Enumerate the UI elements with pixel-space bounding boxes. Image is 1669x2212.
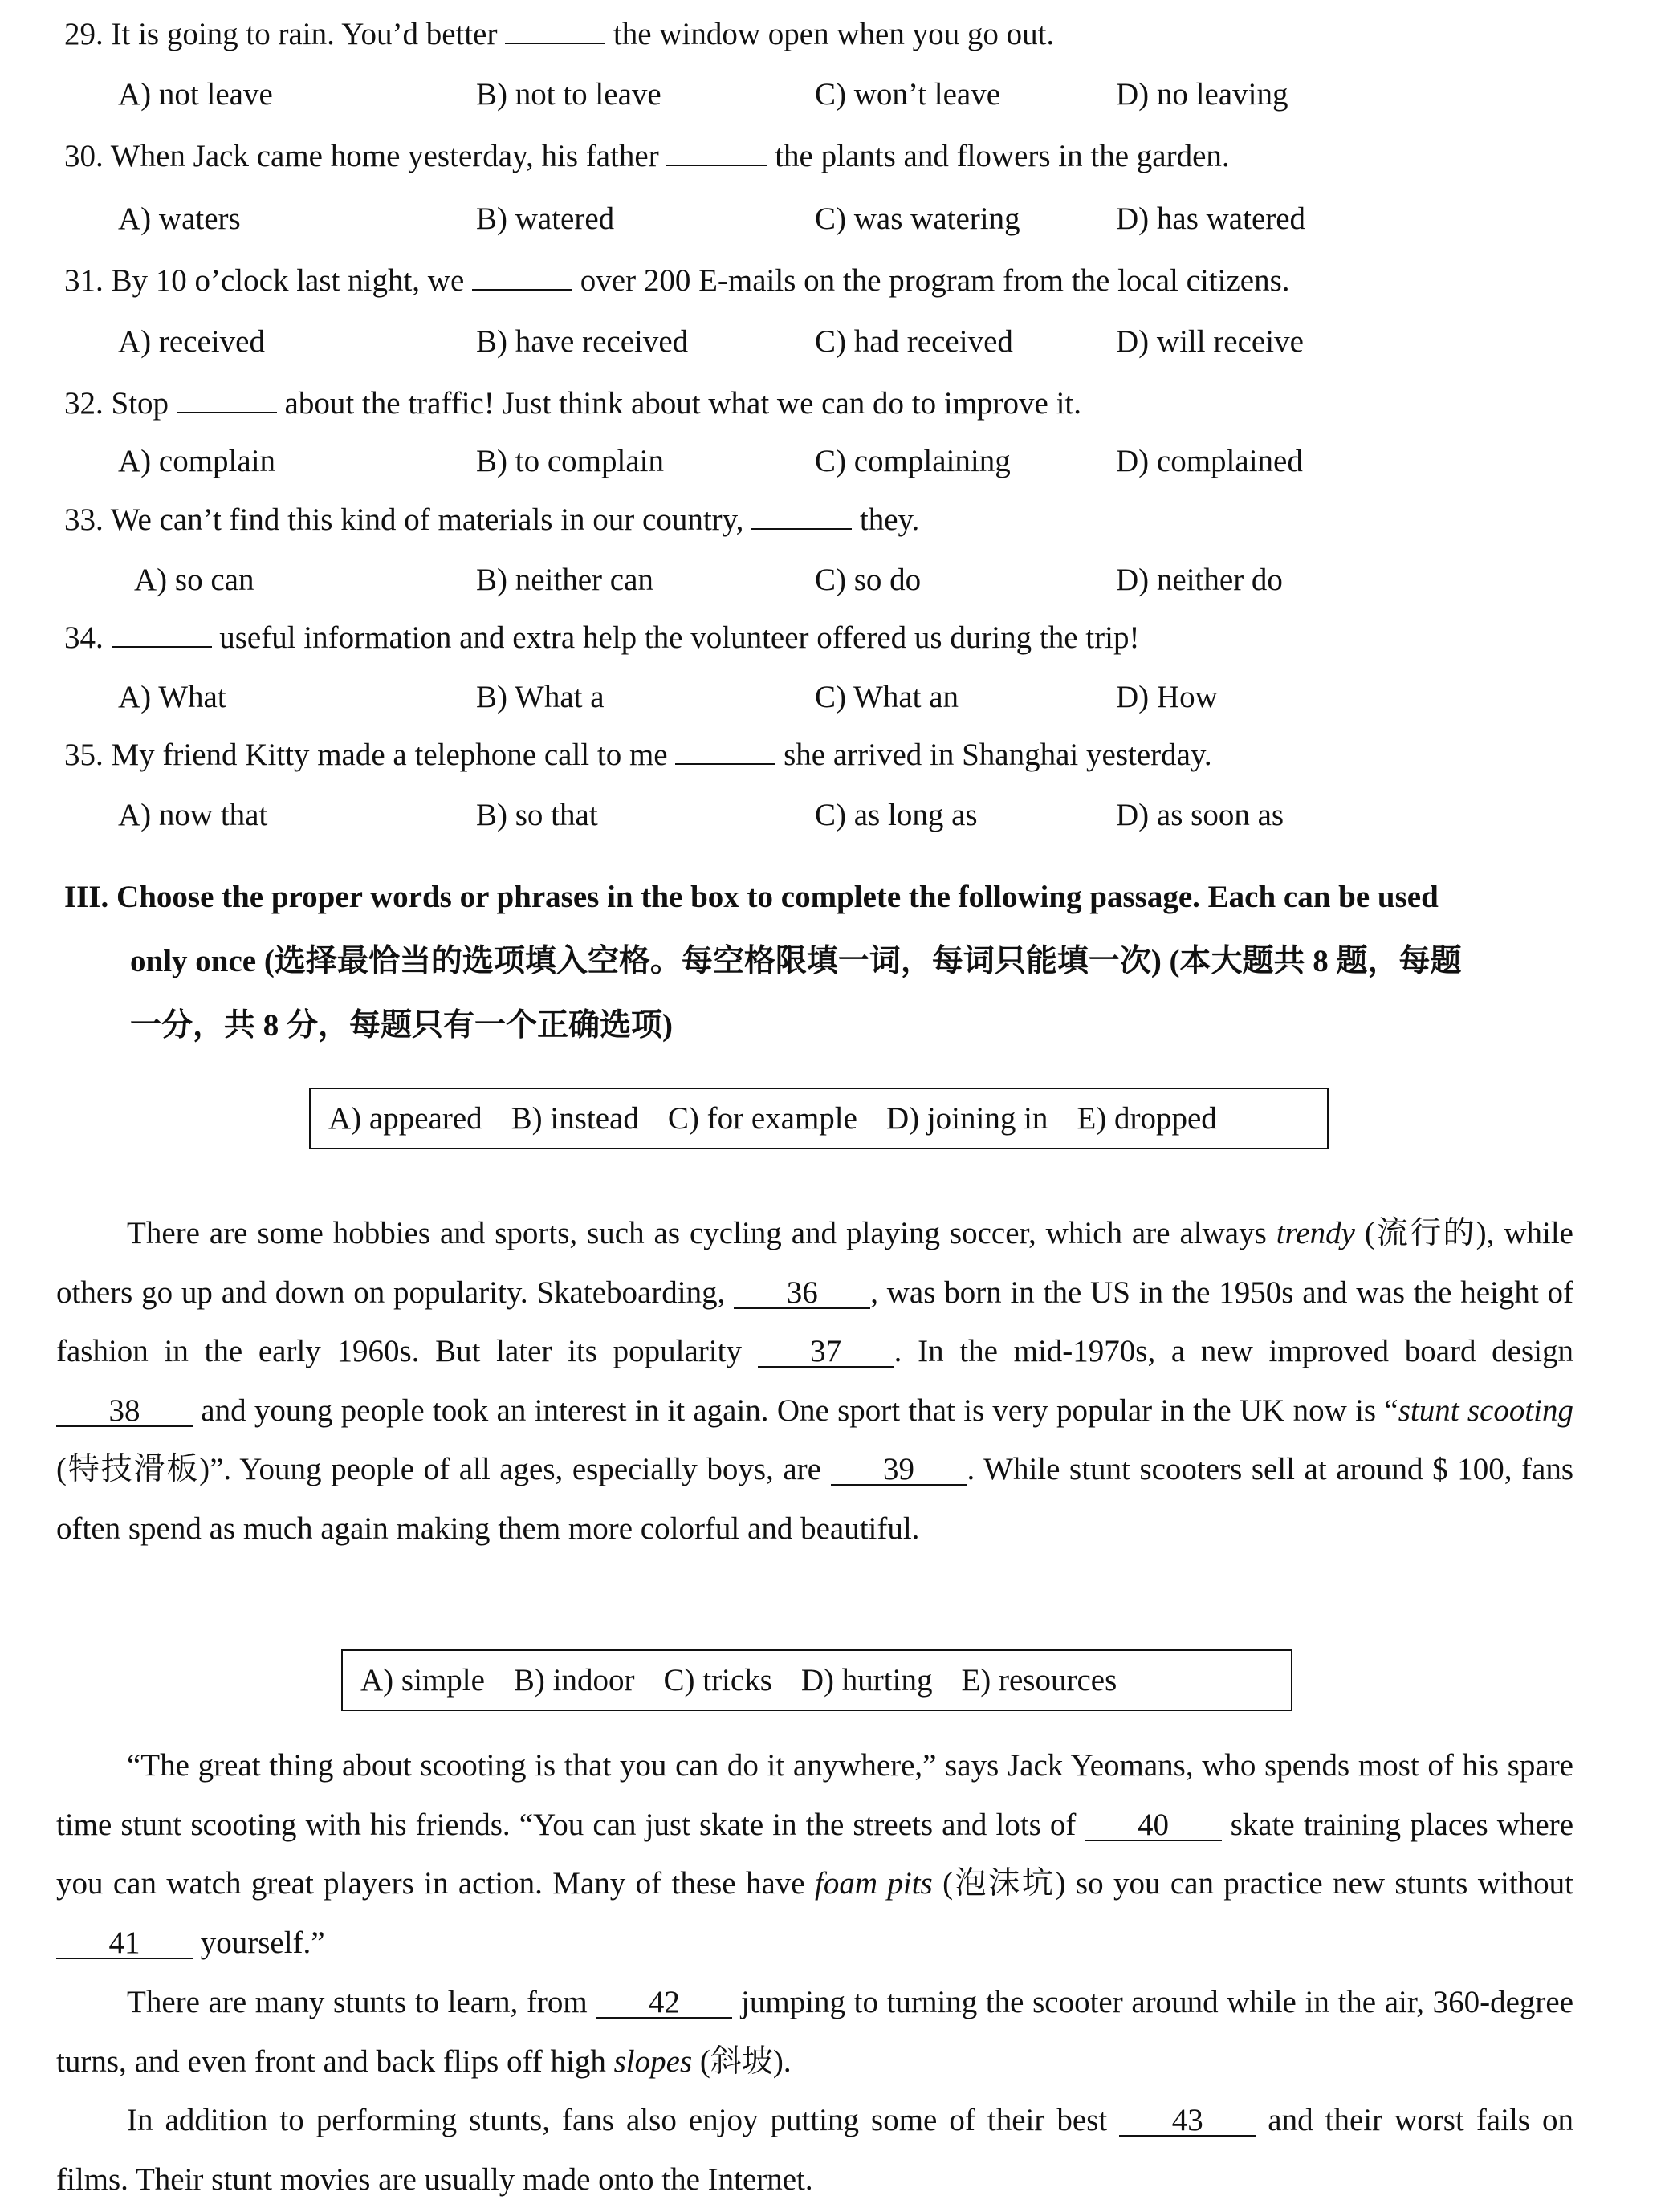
passage-text: skate training places where you can watch great players in action. Many of these have <box>56 1807 1574 1901</box>
option-a[interactable]: A) now that <box>118 798 268 832</box>
option-d[interactable]: D) will receive <box>1116 324 1304 359</box>
question-29 <box>64 16 1054 52</box>
question-33 <box>64 502 919 538</box>
word-box-2 <box>341 1649 1292 1711</box>
option-b[interactable]: B) have received <box>476 324 689 359</box>
option-d[interactable]: D) has watered <box>1116 201 1306 236</box>
blank-40[interactable]: 40 <box>1085 1811 1222 1841</box>
question-stem: she arrived in Shanghai yesterday. <box>784 738 1212 772</box>
passage-text: “The great thing about scooting is that you can do it anywhere,” says Jack Yeomans, who spends most of his spare time stunt scooting with his friends. “You can just skate in the streets and lots of <box>56 1748 1573 1842</box>
answer-blank[interactable] <box>112 622 212 648</box>
blank-43[interactable]: 43 <box>1119 2106 1256 2137</box>
question-30 <box>64 138 1230 174</box>
answer-blank[interactable] <box>675 739 775 765</box>
passage-paragraph-3 <box>56 1973 1573 2091</box>
passage-text: yourself.” <box>200 1925 325 1960</box>
passage-text: (流行的), while others go up and down on popularity. Skateboarding, <box>56 1216 1573 1310</box>
blank-39[interactable]: 39 <box>831 1455 967 1486</box>
option-b[interactable]: B) What a <box>476 680 605 714</box>
question-number: 33. <box>64 502 104 537</box>
passage-text: (特技滑板)”. Young people of all ages, especially boys, are <box>56 1452 821 1486</box>
option-a[interactable]: A) waters <box>118 201 241 236</box>
option-b[interactable]: B) to complain <box>476 444 664 478</box>
blank-41[interactable]: 41 <box>56 1929 193 1959</box>
option-d[interactable]: D) complained <box>1116 444 1303 478</box>
option-c[interactable]: C) won’t leave <box>815 77 1001 112</box>
section-3-line-3: 一分，共 8 分，每题只有一个正确选项) <box>130 1008 673 1043</box>
passage-text: In addition to performing stunts, fans also enjoy putting some of their best <box>127 2103 1108 2137</box>
box-option: E) resources <box>961 1663 1117 1698</box>
answer-blank[interactable] <box>666 140 767 166</box>
option-d[interactable]: D) How <box>1116 680 1218 714</box>
passage-italic: slopes <box>613 2043 693 2079</box>
passage-italic: trendy <box>1276 1216 1355 1250</box>
section-3-instructions <box>64 865 1581 1058</box>
question-stem: It is going to rain. You’d better <box>111 17 498 51</box>
passage-italic: foam pits <box>814 1866 933 1901</box>
passage-italic: stunt scooting <box>1398 1393 1573 1428</box>
option-b[interactable]: B) watered <box>476 201 615 236</box>
option-b[interactable]: B) not to leave <box>476 77 661 112</box>
passage-text: There are some hobbies and sports, such as cycling and playing soccer, which are always <box>127 1216 1267 1250</box>
question-stem: they. <box>859 502 920 537</box>
passage-text: and young people took an interest in it again. One sport that is very popular in the UK now is “ <box>201 1393 1398 1428</box>
question-number: 34. <box>64 620 104 655</box>
option-b[interactable]: B) so that <box>476 798 598 832</box>
passage-text: . In the mid-1970s, a new improved board design <box>894 1334 1574 1368</box>
passage-paragraph-2 <box>56 1736 1573 1972</box>
question-34 <box>64 620 1139 656</box>
option-b[interactable]: B) neither can <box>476 563 653 597</box>
option-c[interactable]: C) was watering <box>815 201 1020 236</box>
option-a[interactable]: A) so can <box>134 563 254 597</box>
option-a[interactable]: A) not leave <box>118 77 273 112</box>
box-option: B) indoor <box>513 1663 635 1698</box>
question-32 <box>64 385 1081 421</box>
section-3-line-1: III. Choose the proper words or phrases in the box to complete the following passage. Each can be used <box>64 880 1439 914</box>
passage-text: (泡沫坑) so you can practice new stunts without <box>942 1866 1573 1901</box>
box-option: B) instead <box>511 1101 639 1136</box>
option-c[interactable]: C) What an <box>815 680 959 714</box>
option-d[interactable]: D) neither do <box>1116 563 1283 597</box>
option-a[interactable]: A) received <box>118 324 265 359</box>
question-stem: Stop <box>111 386 169 421</box>
option-c[interactable]: C) so do <box>815 563 922 597</box>
box-option: C) for example <box>667 1101 857 1136</box>
box-option: E) dropped <box>1077 1101 1217 1136</box>
box-option: D) joining in <box>885 1101 1048 1136</box>
box-option: A) appeared <box>328 1101 482 1136</box>
word-box-1 <box>309 1088 1329 1149</box>
passage-text: and their worst fails on films. Their stunt movies are usually made onto the Internet. <box>56 2103 1573 2197</box>
question-stem: By 10 o’clock last night, we <box>111 263 465 298</box>
answer-blank[interactable] <box>751 504 852 530</box>
box-option: C) tricks <box>663 1663 772 1698</box>
question-number: 30. <box>64 139 104 173</box>
question-stem: We can’t find this kind of materials in our country, <box>110 502 744 537</box>
question-stem: the window open when you go out. <box>613 17 1055 51</box>
answer-blank[interactable] <box>177 388 277 413</box>
option-a[interactable]: A) complain <box>118 444 276 478</box>
passage-paragraph-1 <box>56 1204 1573 1558</box>
question-number: 31. <box>64 263 104 298</box>
box-option: A) simple <box>360 1663 485 1698</box>
passage-text: . While stunt scooters sell at around $ 100, fans often spend as much again making them more colorful and beautiful. <box>56 1452 1574 1546</box>
passage-text: jumping to turning the scooter around while in the air, 360-degree turns, and even front and back flips off high <box>56 1985 1574 2079</box>
passage-text: , was born in the US in the 1950s and was the height of fashion in the early 1960s. But later its popularity <box>56 1275 1573 1368</box>
question-stem: over 200 E-mails on the program from the local citizens. <box>580 263 1290 298</box>
option-c[interactable]: C) as long as <box>815 798 978 832</box>
option-a[interactable]: A) What <box>118 680 226 714</box>
question-number: 35. <box>64 738 104 772</box>
question-stem: the plants and flowers in the garden. <box>775 139 1230 173</box>
question-number: 32. <box>64 386 104 421</box>
passage-text: (斜坡). <box>699 2043 792 2079</box>
box-option: D) hurting <box>800 1663 933 1698</box>
blank-42[interactable]: 42 <box>596 1988 732 2019</box>
passage-text: There are many stunts to learn, from <box>127 1985 588 2019</box>
blank-37[interactable]: 37 <box>758 1337 894 1368</box>
option-c[interactable]: C) complaining <box>815 444 1011 478</box>
question-31 <box>64 262 1290 299</box>
option-d[interactable]: D) no leaving <box>1116 77 1288 112</box>
blank-36[interactable]: 36 <box>734 1279 870 1309</box>
option-c[interactable]: C) had received <box>815 324 1013 359</box>
question-35 <box>64 737 1212 773</box>
question-stem: My friend Kitty made a telephone call to me <box>111 738 668 772</box>
blank-38[interactable]: 38 <box>56 1397 193 1427</box>
question-stem: useful information and extra help the volunteer offered us during the trip! <box>219 620 1140 655</box>
passage-paragraph-4 <box>56 2091 1573 2209</box>
answer-blank[interactable] <box>505 18 605 44</box>
question-number: 29. <box>64 17 104 51</box>
question-stem: about the traffic! Just think about what we can do to improve it. <box>284 386 1081 421</box>
option-d[interactable]: D) as soon as <box>1116 798 1284 832</box>
question-stem: When Jack came home yesterday, his father <box>110 139 659 173</box>
section-3-line-2: only once (选择最恰当的选项填入空格。每空格限填一词，每词只能填一次) (本大题共 8 题，每题 <box>130 944 1462 978</box>
answer-blank[interactable] <box>472 265 572 291</box>
